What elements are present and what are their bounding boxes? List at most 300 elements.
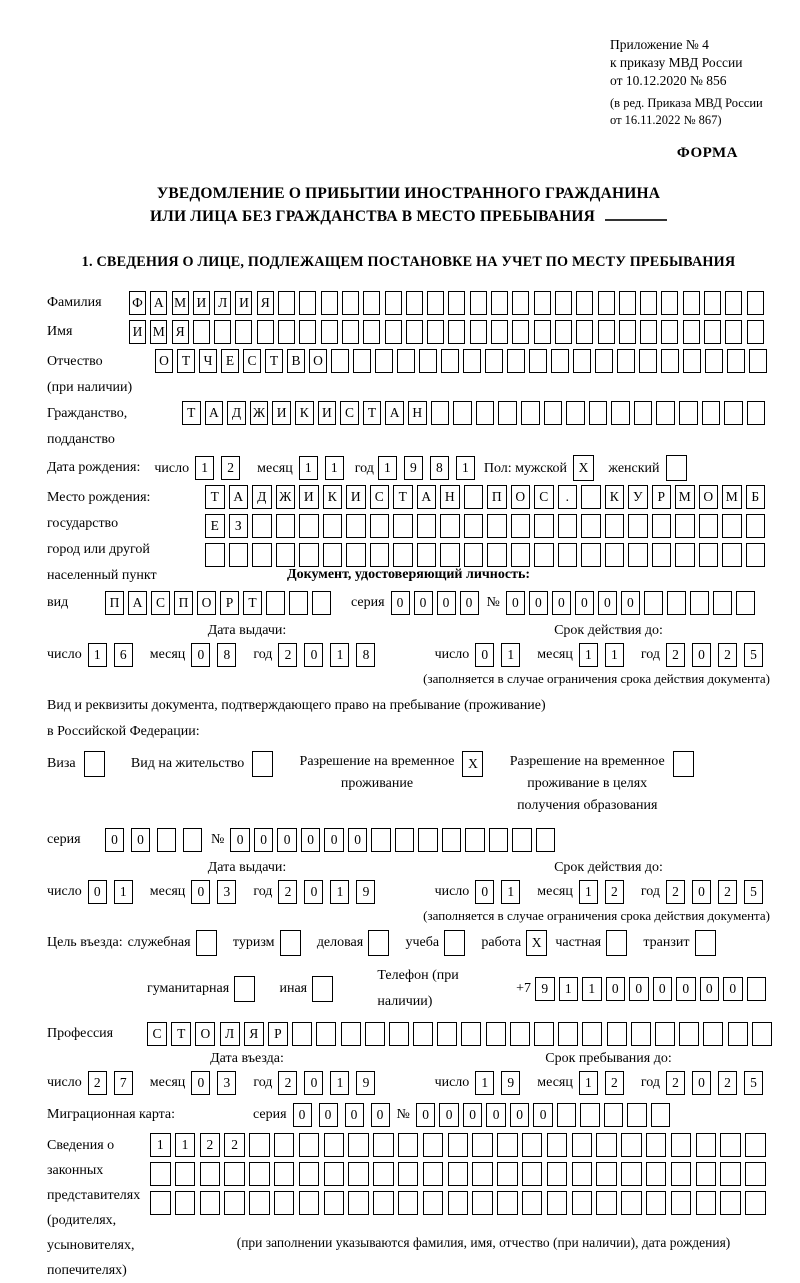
char-cell[interactable]: 1	[299, 456, 318, 480]
char-cell-empty[interactable]	[661, 291, 678, 315]
char-cell-empty[interactable]	[448, 320, 465, 344]
opt-gumanitarnaya-checkbox[interactable]	[234, 976, 259, 1002]
char-cell-empty[interactable]	[312, 591, 331, 615]
char-cell[interactable]: 8	[217, 643, 236, 667]
char-cell-empty[interactable]	[485, 349, 503, 373]
char-cell[interactable]: Н	[408, 401, 427, 425]
rvp-edu-checkbox[interactable]	[673, 751, 698, 777]
char-cell-empty[interactable]	[555, 291, 572, 315]
char-cell-empty[interactable]	[722, 543, 742, 567]
char-cell-empty[interactable]	[464, 514, 484, 538]
char-cell-empty[interactable]	[491, 291, 508, 315]
id-issue-month-cells[interactable]	[191, 643, 243, 667]
char-cell[interactable]: Ч	[199, 349, 217, 373]
char-cell-empty[interactable]	[572, 1162, 593, 1186]
char-cell[interactable]: 0	[598, 591, 617, 615]
char-cell-empty[interactable]	[745, 1133, 766, 1157]
char-cell[interactable]: К	[295, 401, 314, 425]
char-cell-empty[interactable]	[157, 828, 176, 852]
char-cell-empty[interactable]	[581, 514, 601, 538]
char-cell-empty[interactable]	[747, 401, 766, 425]
residence-issue-year-cells[interactable]	[278, 880, 382, 904]
char-cell-empty[interactable]	[461, 1022, 481, 1046]
char-cell-empty[interactable]	[745, 1191, 766, 1215]
char-cell-empty[interactable]	[547, 1133, 568, 1157]
char-cell[interactable]: 0	[510, 1103, 530, 1127]
char-cell[interactable]: В	[287, 349, 305, 373]
char-cell-empty[interactable]	[605, 543, 625, 567]
char-cell[interactable]: 2	[200, 1133, 221, 1157]
char-cell[interactable]: 0	[105, 828, 124, 852]
char-cell-empty[interactable]	[200, 1191, 221, 1215]
char-cell-empty[interactable]	[342, 320, 359, 344]
char-cell[interactable]: 0	[319, 1103, 338, 1127]
char-cell-empty[interactable]	[398, 1162, 419, 1186]
char-cell-empty[interactable]	[398, 1133, 419, 1157]
char-cell-empty[interactable]	[651, 1103, 671, 1127]
id-issue-year-cells[interactable]	[278, 643, 382, 667]
char-cell-empty[interactable]	[470, 320, 487, 344]
birth-day-cells[interactable]	[195, 456, 247, 480]
char-cell-empty[interactable]	[321, 320, 338, 344]
char-cell[interactable]: 0	[533, 1103, 553, 1127]
char-cell-empty[interactable]	[696, 1191, 717, 1215]
char-cell[interactable]: Т	[182, 401, 201, 425]
char-cell-empty[interactable]	[252, 543, 272, 567]
char-cell-empty[interactable]	[661, 320, 678, 344]
char-cell[interactable]: Ф	[129, 291, 146, 315]
char-cell[interactable]: 0	[191, 643, 210, 667]
char-cell-empty[interactable]	[631, 1022, 651, 1046]
char-cell[interactable]: А	[229, 485, 249, 509]
char-cell-empty[interactable]	[752, 1022, 772, 1046]
char-cell-empty[interactable]	[605, 514, 625, 538]
mk-series-cells[interactable]	[293, 1103, 397, 1127]
char-cell-empty[interactable]	[746, 514, 766, 538]
char-cell[interactable]: 0	[529, 591, 548, 615]
name-cells[interactable]	[129, 320, 768, 344]
char-cell[interactable]: Д	[227, 401, 246, 425]
char-cell-empty[interactable]	[736, 591, 755, 615]
char-cell[interactable]: С	[151, 591, 170, 615]
char-cell-empty[interactable]	[464, 543, 484, 567]
char-cell-empty[interactable]	[370, 514, 390, 538]
char-cell[interactable]: 8	[356, 643, 375, 667]
char-cell-empty[interactable]	[289, 591, 308, 615]
legal-reps-row1[interactable]	[150, 1133, 770, 1157]
char-cell-empty[interactable]	[229, 543, 249, 567]
char-cell[interactable]: 6	[114, 643, 133, 667]
char-cell-empty[interactable]	[234, 976, 255, 1002]
char-cell-empty[interactable]	[656, 401, 675, 425]
char-cell-empty[interactable]	[747, 977, 767, 1001]
char-cell[interactable]: И	[129, 320, 146, 344]
char-cell[interactable]: 2	[605, 880, 624, 904]
birthplace-row2[interactable]	[205, 514, 769, 538]
char-cell[interactable]: X	[462, 751, 483, 777]
char-cell-empty[interactable]	[628, 543, 648, 567]
char-cell[interactable]: 0	[437, 591, 456, 615]
char-cell[interactable]: 1	[330, 643, 349, 667]
char-cell-empty[interactable]	[498, 401, 517, 425]
sex-female-checkbox[interactable]	[666, 455, 691, 481]
char-cell-empty[interactable]	[299, 514, 319, 538]
char-cell-empty[interactable]	[278, 291, 295, 315]
char-cell[interactable]: 0	[629, 977, 649, 1001]
char-cell-empty[interactable]	[441, 349, 459, 373]
char-cell[interactable]: Е	[221, 349, 239, 373]
char-cell-empty[interactable]	[604, 1103, 624, 1127]
char-cell-empty[interactable]	[572, 1191, 593, 1215]
residence-valid-day-cells[interactable]	[475, 880, 527, 904]
char-cell-empty[interactable]	[581, 485, 601, 509]
char-cell-empty[interactable]	[534, 543, 554, 567]
char-cell-empty[interactable]	[324, 1133, 345, 1157]
char-cell-empty[interactable]	[375, 349, 393, 373]
char-cell-empty[interactable]	[558, 1022, 578, 1046]
char-cell-empty[interactable]	[621, 1162, 642, 1186]
char-cell-empty[interactable]	[671, 1162, 692, 1186]
char-cell-empty[interactable]	[331, 349, 349, 373]
char-cell[interactable]: 9	[356, 880, 375, 904]
char-cell-empty[interactable]	[183, 828, 202, 852]
char-cell-empty[interactable]	[413, 1022, 433, 1046]
char-cell[interactable]: X	[573, 455, 594, 481]
char-cell-empty[interactable]	[363, 291, 380, 315]
char-cell-empty[interactable]	[534, 514, 554, 538]
char-cell[interactable]: 0	[439, 1103, 459, 1127]
char-cell[interactable]: Б	[746, 485, 766, 509]
char-cell-empty[interactable]	[448, 291, 465, 315]
char-cell[interactable]: 1	[582, 977, 602, 1001]
char-cell-empty[interactable]	[465, 828, 485, 852]
char-cell-empty[interactable]	[393, 543, 413, 567]
char-cell-empty[interactable]	[463, 349, 481, 373]
char-cell[interactable]: 0	[416, 1103, 436, 1127]
char-cell[interactable]: 0	[653, 977, 673, 1001]
id-issue-day-cells[interactable]	[88, 643, 140, 667]
char-cell-empty[interactable]	[512, 291, 529, 315]
char-cell-empty[interactable]	[368, 930, 389, 956]
char-cell-empty[interactable]	[472, 1191, 493, 1215]
rvp-checkbox[interactable]	[462, 751, 487, 777]
char-cell[interactable]: Р	[220, 591, 239, 615]
char-cell-empty[interactable]	[705, 349, 723, 373]
char-cell-empty[interactable]	[536, 828, 556, 852]
char-cell[interactable]: 0	[692, 880, 711, 904]
char-cell-empty[interactable]	[720, 1133, 741, 1157]
char-cell-empty[interactable]	[720, 1162, 741, 1186]
char-cell[interactable]: 2	[221, 456, 240, 480]
char-cell[interactable]: Т	[205, 485, 225, 509]
char-cell-empty[interactable]	[395, 828, 415, 852]
char-cell[interactable]: Я	[172, 320, 189, 344]
char-cell-empty[interactable]	[713, 591, 732, 615]
char-cell[interactable]: 0	[475, 643, 494, 667]
char-cell[interactable]: 0	[552, 591, 571, 615]
char-cell-empty[interactable]	[573, 349, 591, 373]
phone-cells[interactable]	[535, 977, 770, 1001]
char-cell-empty[interactable]	[512, 828, 532, 852]
char-cell-empty[interactable]	[292, 1022, 312, 1046]
residence-valid-year-cells[interactable]	[666, 880, 770, 904]
char-cell-empty[interactable]	[324, 1191, 345, 1215]
char-cell[interactable]: П	[174, 591, 193, 615]
char-cell[interactable]: 0	[723, 977, 743, 1001]
char-cell[interactable]: М	[722, 485, 742, 509]
char-cell-empty[interactable]	[373, 1133, 394, 1157]
char-cell-empty[interactable]	[249, 1133, 270, 1157]
char-cell[interactable]: 1	[501, 643, 520, 667]
stay-year-cells[interactable]	[666, 1071, 770, 1095]
char-cell[interactable]: 1	[378, 456, 397, 480]
mk-number-cells[interactable]	[416, 1103, 675, 1127]
char-cell[interactable]: 1	[195, 456, 214, 480]
char-cell-empty[interactable]	[299, 291, 316, 315]
char-cell[interactable]: Ж	[250, 401, 269, 425]
doc-series-cells[interactable]	[391, 591, 483, 615]
char-cell-empty[interactable]	[510, 1022, 530, 1046]
char-cell-empty[interactable]	[704, 291, 721, 315]
char-cell-empty[interactable]	[639, 349, 657, 373]
char-cell[interactable]: 1	[579, 1071, 598, 1095]
char-cell[interactable]: 2	[278, 880, 297, 904]
char-cell-empty[interactable]	[511, 543, 531, 567]
char-cell[interactable]: 5	[744, 643, 763, 667]
char-cell[interactable]: 1	[330, 1071, 349, 1095]
char-cell-empty[interactable]	[595, 349, 613, 373]
char-cell-empty[interactable]	[619, 291, 636, 315]
char-cell-empty[interactable]	[353, 349, 371, 373]
birthplace-row3[interactable]	[205, 543, 769, 567]
char-cell-empty[interactable]	[661, 349, 679, 373]
char-cell-empty[interactable]	[417, 514, 437, 538]
char-cell-empty[interactable]	[702, 401, 721, 425]
char-cell-empty[interactable]	[299, 1162, 320, 1186]
char-cell-empty[interactable]	[522, 1191, 543, 1215]
char-cell-empty[interactable]	[699, 543, 719, 567]
id-valid-day-cells[interactable]	[475, 643, 527, 667]
char-cell[interactable]: 2	[718, 880, 737, 904]
char-cell-empty[interactable]	[398, 1191, 419, 1215]
char-cell[interactable]: 1	[330, 880, 349, 904]
char-cell-empty[interactable]	[673, 751, 694, 777]
residence-issue-day-cells[interactable]	[88, 880, 140, 904]
opt-tranzit-checkbox[interactable]	[695, 930, 720, 956]
char-cell-empty[interactable]	[444, 930, 465, 956]
char-cell-empty[interactable]	[746, 543, 766, 567]
char-cell-empty[interactable]	[487, 543, 507, 567]
char-cell-empty[interactable]	[555, 320, 572, 344]
char-cell-empty[interactable]	[448, 1162, 469, 1186]
char-cell-empty[interactable]	[423, 1162, 444, 1186]
char-cell-empty[interactable]	[666, 455, 687, 481]
char-cell-empty[interactable]	[370, 543, 390, 567]
char-cell-empty[interactable]	[655, 1022, 675, 1046]
char-cell-empty[interactable]	[252, 751, 273, 777]
char-cell-empty[interactable]	[596, 1191, 617, 1215]
char-cell-empty[interactable]	[511, 514, 531, 538]
char-cell[interactable]: И	[318, 401, 337, 425]
char-cell[interactable]: Р	[268, 1022, 288, 1046]
char-cell[interactable]: Т	[393, 485, 413, 509]
char-cell[interactable]: Т	[243, 591, 262, 615]
char-cell-empty[interactable]	[431, 401, 450, 425]
char-cell-empty[interactable]	[580, 1103, 600, 1127]
char-cell-empty[interactable]	[346, 543, 366, 567]
char-cell[interactable]: 3	[217, 1071, 236, 1095]
residence-valid-month-cells[interactable]	[579, 880, 631, 904]
char-cell[interactable]: Е	[205, 514, 225, 538]
char-cell-empty[interactable]	[406, 320, 423, 344]
char-cell-empty[interactable]	[621, 1191, 642, 1215]
char-cell[interactable]: 0	[348, 828, 368, 852]
char-cell-empty[interactable]	[679, 401, 698, 425]
char-cell-empty[interactable]	[547, 1162, 568, 1186]
char-cell[interactable]: 0	[293, 1103, 312, 1127]
char-cell-empty[interactable]	[728, 1022, 748, 1046]
char-cell[interactable]: 0	[277, 828, 297, 852]
char-cell-empty[interactable]	[581, 543, 601, 567]
char-cell-empty[interactable]	[690, 591, 709, 615]
legal-reps-row2[interactable]	[150, 1162, 770, 1186]
char-cell[interactable]: О	[197, 591, 216, 615]
residence-series-cells[interactable]	[105, 828, 209, 852]
char-cell[interactable]: С	[147, 1022, 167, 1046]
char-cell-empty[interactable]	[214, 320, 231, 344]
birth-year-cells[interactable]	[378, 456, 482, 480]
char-cell[interactable]: 1	[325, 456, 344, 480]
char-cell-empty[interactable]	[534, 1022, 554, 1046]
char-cell[interactable]: 2	[718, 1071, 737, 1095]
char-cell[interactable]: И	[235, 291, 252, 315]
char-cell[interactable]: 7	[114, 1071, 133, 1095]
opt-turizm-checkbox[interactable]	[280, 930, 305, 956]
char-cell-empty[interactable]	[472, 1162, 493, 1186]
char-cell-empty[interactable]	[598, 291, 615, 315]
char-cell-empty[interactable]	[724, 401, 743, 425]
char-cell-empty[interactable]	[200, 1162, 221, 1186]
char-cell[interactable]: Л	[214, 291, 231, 315]
visa-checkbox[interactable]	[84, 751, 109, 777]
char-cell[interactable]: 0	[463, 1103, 483, 1127]
char-cell-empty[interactable]	[683, 320, 700, 344]
char-cell-empty[interactable]	[497, 1162, 518, 1186]
char-cell-empty[interactable]	[557, 1103, 577, 1127]
char-cell-empty[interactable]	[274, 1133, 295, 1157]
char-cell-empty[interactable]	[529, 349, 547, 373]
char-cell[interactable]: П	[487, 485, 507, 509]
char-cell-empty[interactable]	[491, 320, 508, 344]
char-cell[interactable]: А	[205, 401, 224, 425]
char-cell-empty[interactable]	[406, 291, 423, 315]
char-cell-empty[interactable]	[606, 930, 627, 956]
char-cell-empty[interactable]	[646, 1191, 667, 1215]
char-cell-empty[interactable]	[224, 1162, 245, 1186]
legal-reps-row3[interactable]	[150, 1191, 770, 1215]
char-cell-empty[interactable]	[323, 543, 343, 567]
char-cell-empty[interactable]	[534, 291, 551, 315]
char-cell-empty[interactable]	[512, 320, 529, 344]
char-cell-empty[interactable]	[679, 1022, 699, 1046]
char-cell-empty[interactable]	[696, 1133, 717, 1157]
char-cell-empty[interactable]	[385, 291, 402, 315]
char-cell-empty[interactable]	[276, 543, 296, 567]
char-cell[interactable]: Т	[265, 349, 283, 373]
char-cell[interactable]: 0	[414, 591, 433, 615]
char-cell[interactable]: А	[385, 401, 404, 425]
char-cell[interactable]: 0	[692, 643, 711, 667]
char-cell-empty[interactable]	[652, 543, 672, 567]
char-cell-empty[interactable]	[423, 1191, 444, 1215]
char-cell[interactable]: И	[193, 291, 210, 315]
char-cell-empty[interactable]	[699, 514, 719, 538]
char-cell[interactable]: А	[150, 291, 167, 315]
char-cell[interactable]: 0	[692, 1071, 711, 1095]
char-cell[interactable]: 9	[356, 1071, 375, 1095]
char-cell[interactable]: 0	[230, 828, 250, 852]
char-cell-empty[interactable]	[373, 1162, 394, 1186]
char-cell[interactable]: И	[272, 401, 291, 425]
char-cell-empty[interactable]	[695, 930, 716, 956]
char-cell-empty[interactable]	[299, 1133, 320, 1157]
char-cell-empty[interactable]	[365, 1022, 385, 1046]
char-cell-empty[interactable]	[312, 976, 333, 1002]
char-cell[interactable]: А	[128, 591, 147, 615]
char-cell-empty[interactable]	[423, 1133, 444, 1157]
char-cell-empty[interactable]	[725, 291, 742, 315]
char-cell-empty[interactable]	[371, 828, 391, 852]
char-cell[interactable]: А	[417, 485, 437, 509]
char-cell-empty[interactable]	[683, 291, 700, 315]
char-cell-empty[interactable]	[274, 1191, 295, 1215]
residence-issue-month-cells[interactable]	[191, 880, 243, 904]
char-cell[interactable]: 0	[254, 828, 274, 852]
char-cell[interactable]: Я	[257, 291, 274, 315]
char-cell-empty[interactable]	[193, 320, 210, 344]
char-cell[interactable]: 0	[191, 1071, 210, 1095]
entry-year-cells[interactable]	[278, 1071, 382, 1095]
char-cell-empty[interactable]	[442, 828, 462, 852]
char-cell-empty[interactable]	[252, 514, 272, 538]
char-cell[interactable]: 2	[666, 643, 685, 667]
char-cell-empty[interactable]	[280, 930, 301, 956]
char-cell-empty[interactable]	[299, 543, 319, 567]
entry-day-cells[interactable]	[88, 1071, 140, 1095]
char-cell-empty[interactable]	[497, 1191, 518, 1215]
char-cell-empty[interactable]	[175, 1191, 196, 1215]
char-cell-empty[interactable]	[558, 543, 578, 567]
opt-rabota-checkbox[interactable]	[526, 930, 551, 956]
char-cell[interactable]: 1	[579, 880, 598, 904]
char-cell-empty[interactable]	[470, 291, 487, 315]
char-cell-empty[interactable]	[747, 320, 764, 344]
char-cell-empty[interactable]	[634, 401, 653, 425]
char-cell[interactable]: О	[511, 485, 531, 509]
char-cell-empty[interactable]	[596, 1133, 617, 1157]
surname-cells[interactable]	[129, 291, 768, 315]
char-cell[interactable]: С	[370, 485, 390, 509]
char-cell-empty[interactable]	[487, 514, 507, 538]
char-cell[interactable]: 9	[535, 977, 555, 1001]
char-cell[interactable]: 0	[460, 591, 479, 615]
char-cell[interactable]: Д	[252, 485, 272, 509]
char-cell-empty[interactable]	[521, 401, 540, 425]
char-cell[interactable]: К	[605, 485, 625, 509]
char-cell[interactable]: 1	[559, 977, 579, 1001]
char-cell[interactable]: М	[675, 485, 695, 509]
char-cell[interactable]: М	[172, 291, 189, 315]
